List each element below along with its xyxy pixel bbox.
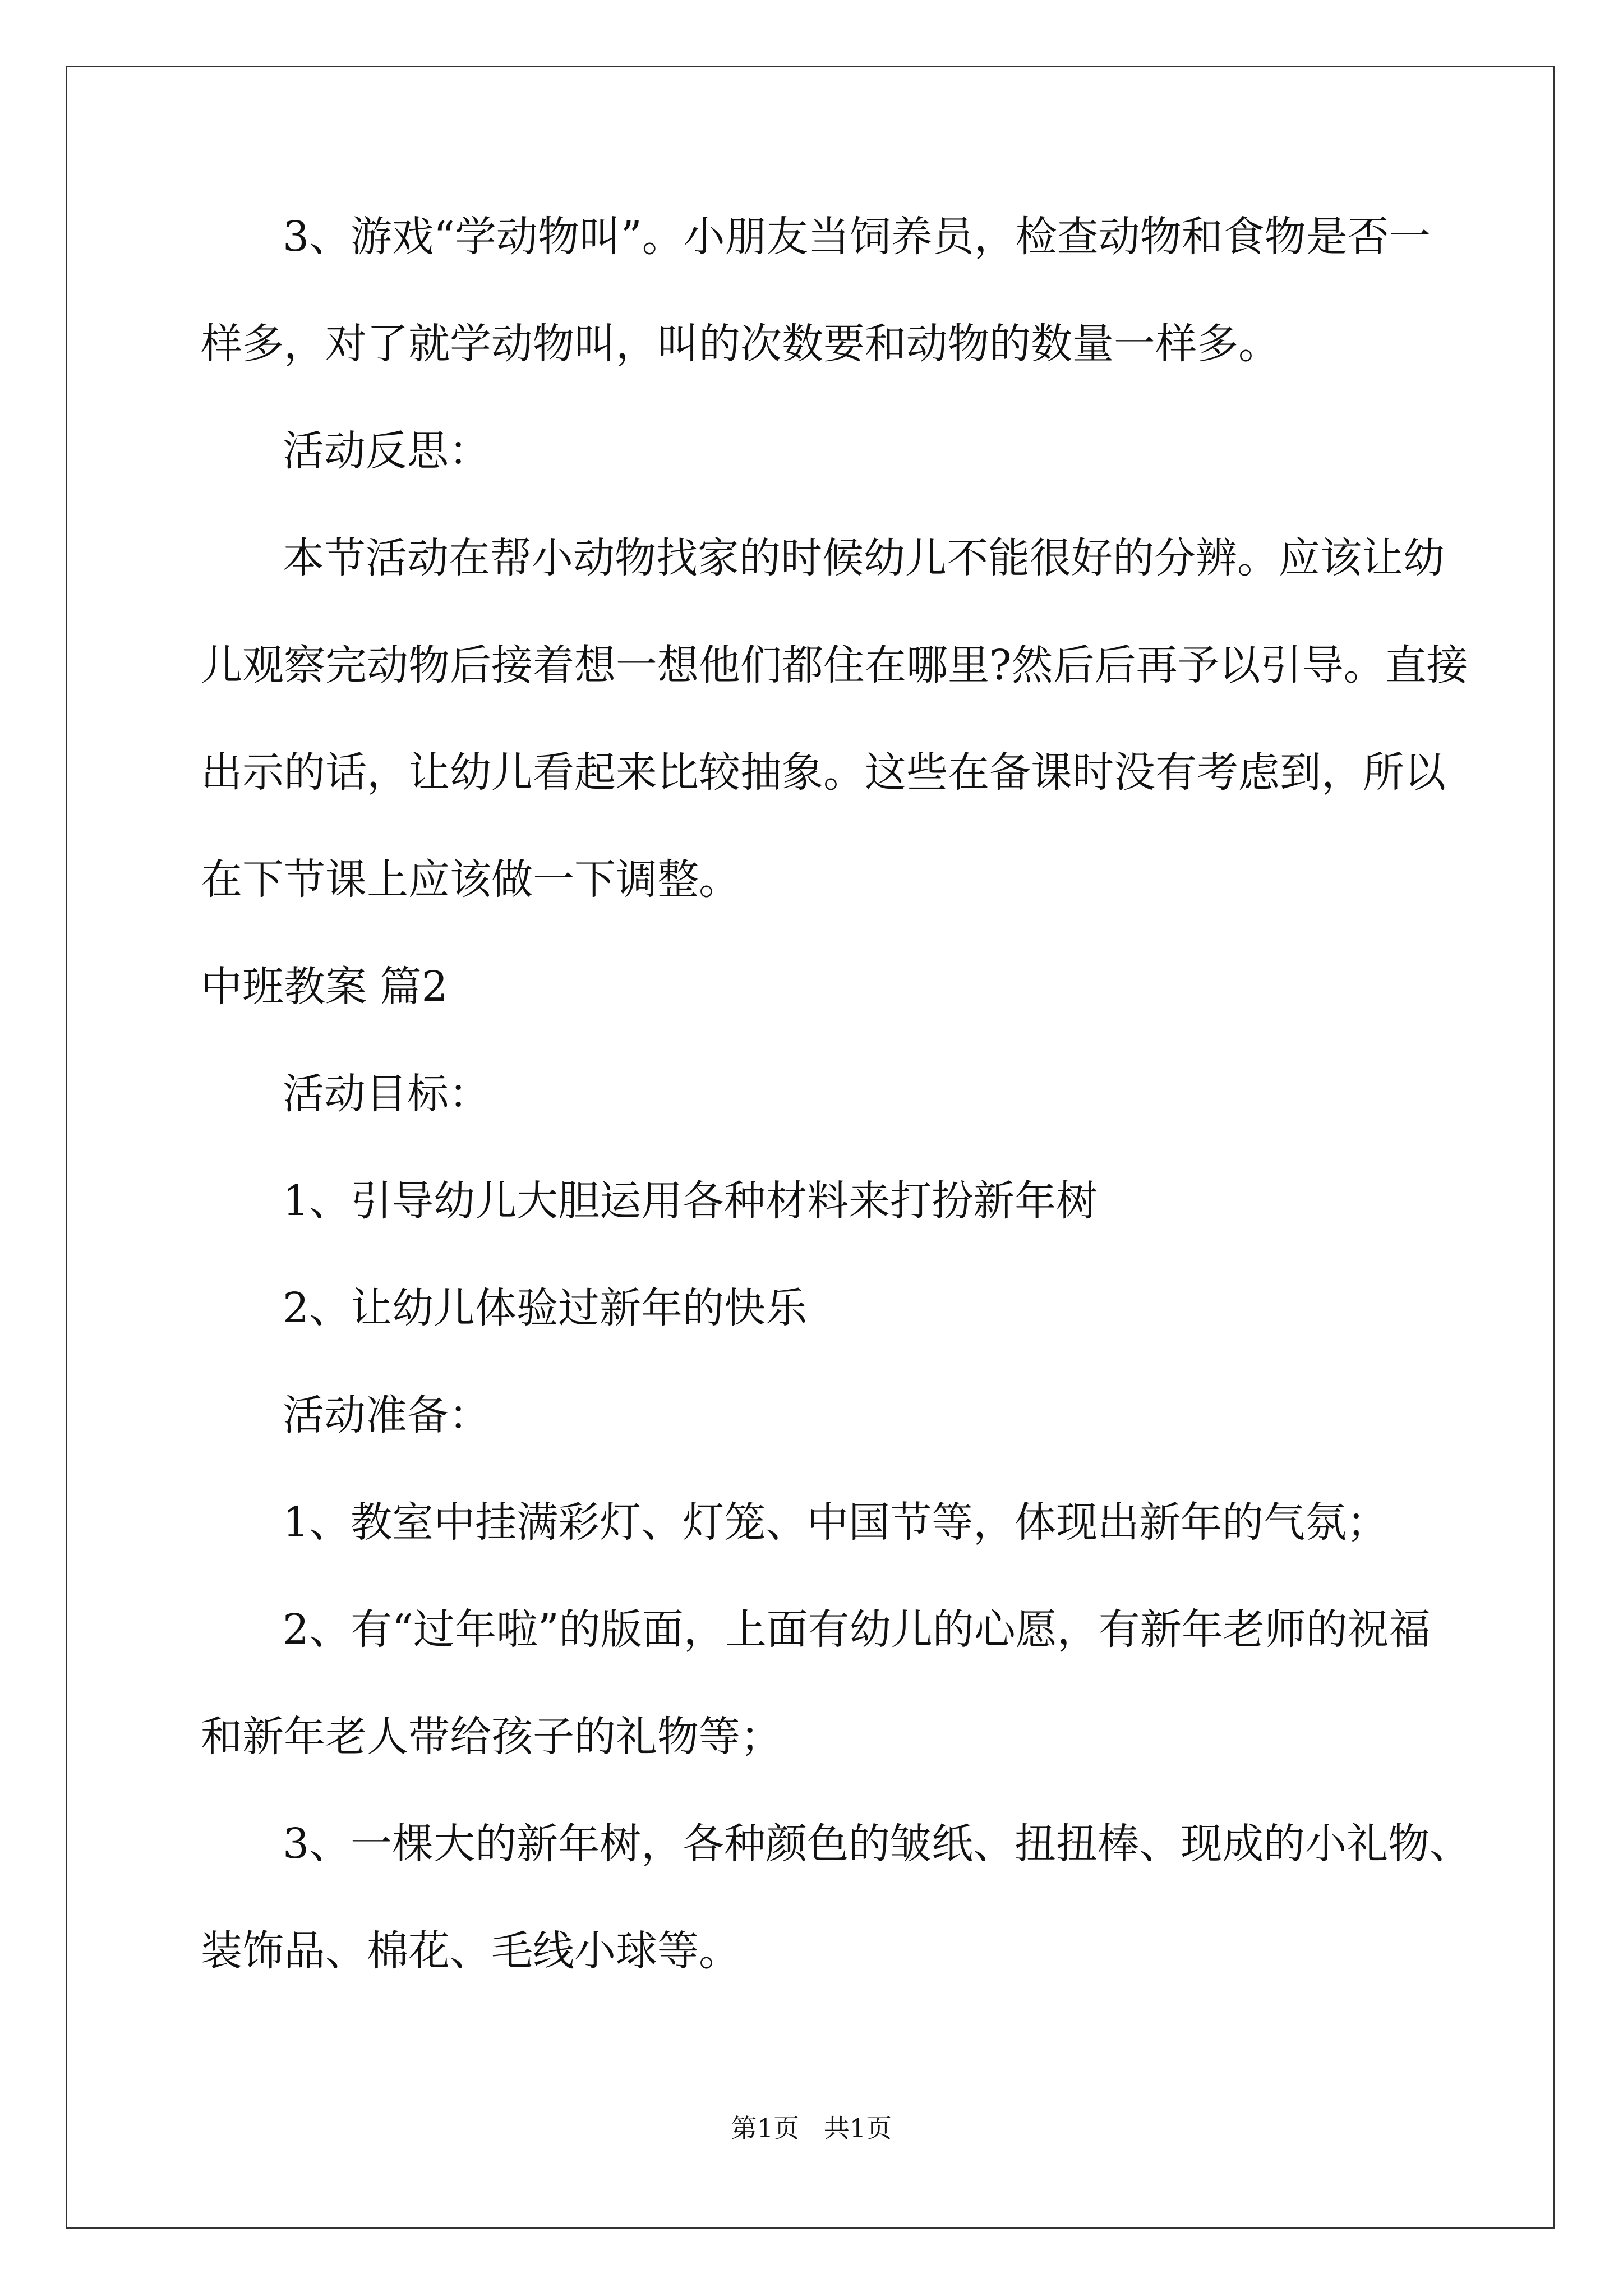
document-body bbox=[201, 210, 1472, 2031]
paragraph-line: 出示的话，让幼儿看起来比较抽象。这些在备课时没有考虑到，所以 bbox=[201, 748, 1446, 797]
list-item: 2、有“过年啦”的版面，上面有幼儿的心愿，有新年老师的祝福 bbox=[283, 1605, 1431, 1654]
paragraph-line: 样多，对了就学动物叫，叫的次数要和动物的数量一样多。 bbox=[201, 320, 1280, 368]
section-heading: 活动目标： bbox=[283, 1070, 490, 1118]
list-item-continuation: 和新年老人带给孩子的礼物等； bbox=[201, 1713, 782, 1761]
list-item-continuation: 装饰品、棉花、毛线小球等。 bbox=[201, 1927, 740, 1975]
page-footer: 第1页 共1页 bbox=[731, 2113, 892, 2143]
list-item: 1、教室中挂满彩灯、灯笼、中国节等，体现出新年的气氛； bbox=[283, 1498, 1389, 1547]
section-heading: 活动反思： bbox=[283, 427, 490, 475]
list-item: 2、让幼儿体验过新年的快乐 bbox=[283, 1284, 808, 1332]
paragraph-line: 本节活动在帮小动物找家的时候幼儿不能很好的分辨。应该让幼 bbox=[283, 534, 1445, 582]
paragraph-line: 3、游戏“学动物叫”。小朋友当饲养员，检查动物和食物是否一 bbox=[283, 213, 1431, 261]
section-heading: 活动准备： bbox=[283, 1391, 490, 1439]
list-item: 3、一棵大的新年树，各种颜色的皱纸、扭扭棒、现成的小礼物、 bbox=[283, 1820, 1472, 1868]
paragraph-line: 在下节课上应该做一下调整。 bbox=[201, 855, 740, 904]
chapter-title: 中班教案 篇2 bbox=[201, 963, 448, 1011]
paragraph-line: 儿观察完动物后接着想一想他们都住在哪里?然后后再予以引导。直接 bbox=[201, 641, 1468, 689]
list-item: 1、引导幼儿大胆运用各种材料来打扮新年树 bbox=[283, 1177, 1098, 1225]
